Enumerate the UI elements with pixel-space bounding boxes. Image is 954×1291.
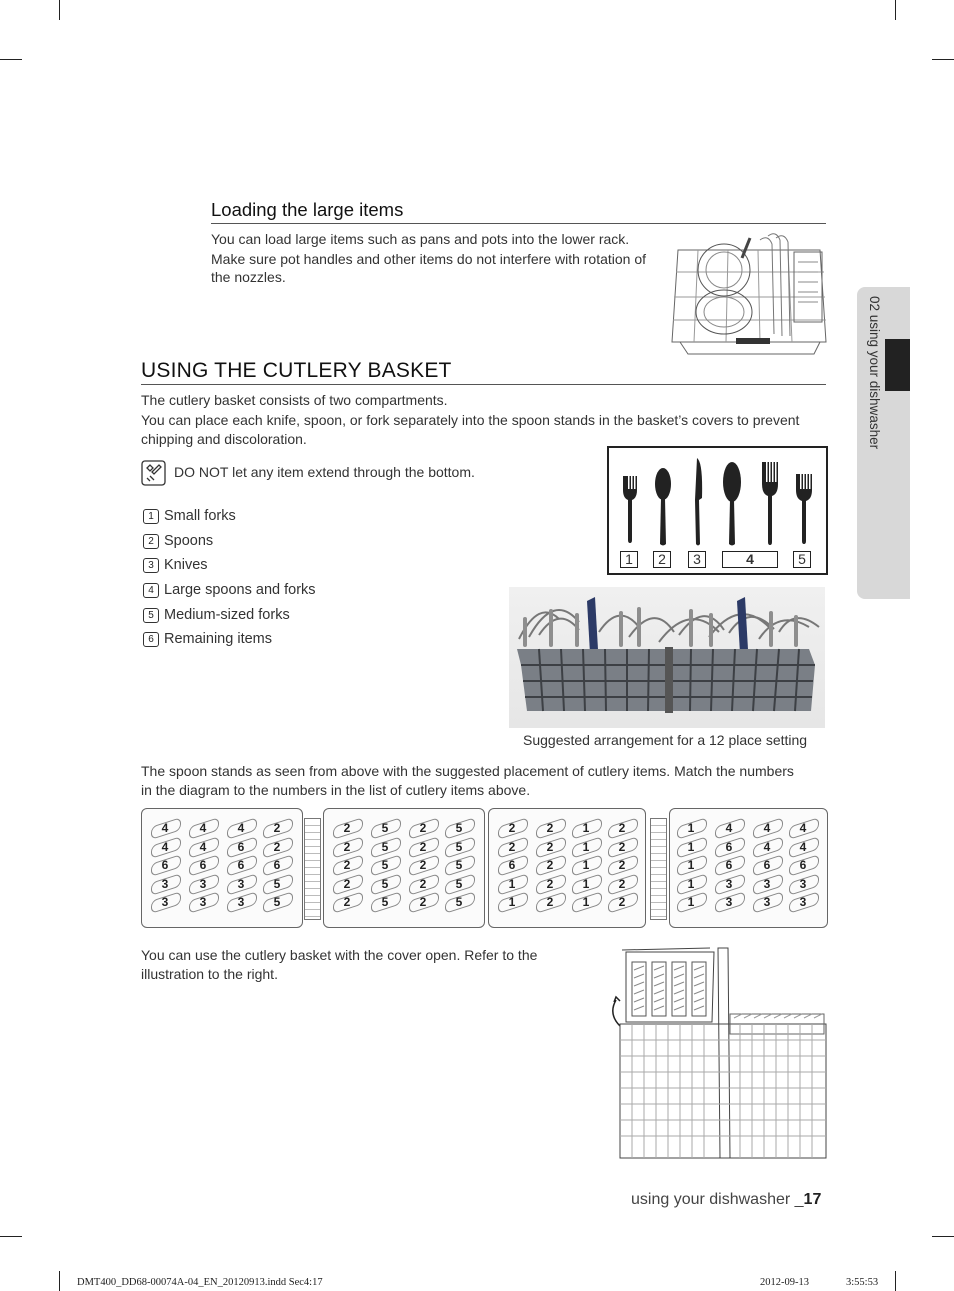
slot-number: 1 [687, 895, 695, 909]
tray-column [752, 819, 782, 912]
tray-column [497, 819, 527, 912]
slot-number: 2 [419, 895, 427, 909]
slot-number: 5 [273, 895, 281, 909]
slot-number: 4 [725, 821, 733, 835]
tray-slot [226, 838, 256, 857]
basket-photo-drawing [509, 587, 825, 728]
tray-slot [714, 875, 744, 894]
tray-slot [752, 819, 782, 838]
spoon-stand-text [141, 762, 831, 799]
note-icon [141, 460, 166, 486]
utensil-number: 5 [793, 551, 811, 568]
tray-column [676, 819, 706, 912]
utensil-legend-diagram [607, 446, 828, 575]
tray-slot [752, 875, 782, 894]
crop-mark [0, 59, 22, 60]
tray-slot [408, 875, 438, 894]
tray-slot [444, 819, 474, 838]
slot-number: 3 [799, 876, 807, 891]
spoon-stand-tray [323, 808, 485, 928]
slot-number: 3 [237, 895, 245, 909]
tray-slot [188, 856, 218, 875]
slot-number: 2 [508, 839, 516, 854]
tray-slot [226, 893, 256, 912]
slot-number: 2 [419, 858, 427, 872]
tray-slot [262, 838, 292, 857]
tray-slot [370, 875, 400, 894]
slot-number: 3 [763, 876, 771, 891]
slot-number: 3 [763, 895, 771, 909]
utensil-number: 4 [722, 551, 778, 568]
tray-slot [150, 838, 180, 857]
text-line: Make sure pot handles and other items do not interfere with rotation of [211, 250, 647, 267]
slot-number: 1 [582, 821, 590, 835]
tray-slot [370, 893, 400, 912]
slot-number: 4 [199, 821, 207, 835]
slot-number: 6 [508, 858, 516, 872]
tray-slot [535, 838, 565, 857]
tray-slot [571, 875, 601, 894]
slot-number: 3 [199, 876, 207, 891]
slot-number: 2 [618, 858, 626, 872]
tray-slot [788, 838, 818, 857]
slot-number: 1 [687, 876, 695, 891]
tray-column [370, 819, 400, 912]
tray-slot [408, 819, 438, 838]
tray-column [444, 819, 474, 912]
tray-column [262, 819, 292, 912]
slot-number: 5 [381, 895, 389, 909]
slot-number: 5 [381, 839, 389, 854]
list-item [143, 529, 443, 554]
slot-number: 5 [273, 876, 281, 891]
tray-slot [714, 838, 744, 857]
slot-number: 2 [546, 839, 554, 854]
tray-slot [332, 856, 362, 875]
lower-rack-illustration [668, 232, 828, 356]
tray-slot [188, 875, 218, 894]
footer-text: using your dishwasher _ [631, 1191, 804, 1208]
list-item [143, 627, 443, 652]
slot-number: 4 [199, 839, 207, 854]
item-label: Medium-sized forks [164, 606, 290, 623]
tray-column [714, 819, 744, 912]
slot-number: 2 [546, 821, 554, 835]
cutlery-intro [141, 391, 831, 448]
tray-slot [150, 875, 180, 894]
spoon-stand-tray [141, 808, 303, 928]
slot-number: 5 [455, 839, 463, 854]
item-number: 6 [143, 632, 159, 647]
list-item [143, 504, 443, 529]
tray-slot [262, 893, 292, 912]
tray-column [332, 819, 362, 912]
tray-slot [332, 838, 362, 857]
tray-slot [535, 856, 565, 875]
slot-number: 1 [582, 858, 590, 872]
slot-number: 2 [343, 858, 351, 872]
slot-number: 4 [763, 821, 771, 835]
crop-mark [932, 1236, 954, 1237]
tray-column [571, 819, 601, 912]
tray-slot [444, 893, 474, 912]
item-number: 3 [143, 558, 159, 573]
slot-number: 1 [687, 858, 695, 872]
item-label: Knives [164, 557, 208, 574]
page-footer [631, 1191, 821, 1209]
section-title-large-items: Loading the large items [211, 199, 404, 220]
tray-slot [752, 838, 782, 857]
divider [141, 384, 826, 385]
tray-slot [571, 893, 601, 912]
slot-number: 6 [237, 839, 245, 854]
tray-hinge [650, 818, 667, 920]
tray-slot [226, 875, 256, 894]
tray-slot [788, 893, 818, 912]
tray-slot [444, 875, 474, 894]
utensil-number: 2 [653, 551, 671, 568]
slot-number: 2 [273, 839, 281, 854]
tray-slot [788, 856, 818, 875]
slot-number: 3 [237, 876, 245, 891]
tray-slot [332, 875, 362, 894]
slot-number: 6 [725, 839, 733, 854]
spoon-stand-tray [669, 808, 828, 928]
list-item [143, 603, 443, 628]
text-line: The cutlery basket consists of two compartments. [141, 392, 448, 408]
tray-slot [497, 838, 527, 857]
list-item [143, 553, 443, 578]
tray-slot [535, 893, 565, 912]
tray-column [150, 819, 180, 912]
utensils-illustration [609, 452, 826, 547]
text-line: You can place each knife, spoon, or fork separately into the spoon stands in the basket’s covers to prevent [141, 412, 800, 428]
tray-slot [497, 875, 527, 894]
item-label: Remaining items [164, 631, 272, 648]
slot-number: 3 [161, 895, 169, 909]
text-line: the nozzles. [211, 269, 286, 285]
tray-slot [188, 838, 218, 857]
tray-slot [571, 819, 601, 838]
slot-number: 5 [455, 821, 463, 835]
text-line: You can load large items such as pans and pots into the lower rack. [211, 231, 630, 247]
slot-number: 3 [199, 895, 207, 909]
page-title: USING THE CUTLERY BASKET [141, 359, 452, 382]
tray-column [535, 819, 565, 912]
cutlery-item-list [143, 504, 443, 652]
tray-slot [150, 893, 180, 912]
slot-number: 5 [455, 876, 463, 891]
slot-number: 2 [618, 876, 626, 891]
cutlery-basket-photo [509, 587, 825, 728]
slot-number: 4 [161, 839, 169, 854]
tray-slot [676, 838, 706, 857]
item-label: Small forks [164, 508, 236, 524]
tray-slot [150, 856, 180, 875]
tray-slot [607, 875, 637, 894]
slot-number: 4 [799, 821, 807, 835]
tray-slot [535, 875, 565, 894]
slot-number: 1 [508, 895, 516, 909]
slot-number: 1 [687, 821, 695, 835]
tray-slot [752, 856, 782, 875]
slot-number: 4 [799, 839, 807, 854]
slot-number: 6 [161, 858, 169, 872]
tray-slot [262, 819, 292, 838]
slot-number: 4 [161, 821, 169, 835]
slot-number: 2 [273, 821, 281, 835]
imprint-time: 3:55:53 [846, 1277, 879, 1288]
tray-slot [226, 819, 256, 838]
tray-slot [444, 838, 474, 857]
tray-slot [262, 856, 292, 875]
tray-slot [788, 875, 818, 894]
item-label: Large spoons and forks [164, 582, 316, 599]
slot-number: 1 [687, 839, 695, 854]
slot-number: 2 [618, 839, 626, 854]
item-number: 2 [143, 534, 159, 549]
slot-number: 6 [199, 858, 207, 872]
tray-column [408, 819, 438, 912]
tray-slot [571, 856, 601, 875]
tray-hinge [304, 818, 321, 920]
text-line: chipping and discoloration. [141, 430, 307, 447]
tray-slot [408, 856, 438, 875]
slot-number: 2 [343, 839, 351, 854]
slot-number: 5 [381, 876, 389, 891]
tray-slot [607, 856, 637, 875]
slot-number: 5 [381, 821, 389, 835]
large-items-text [211, 230, 671, 287]
spoon-stand-tray [488, 808, 646, 928]
tray-slot [188, 893, 218, 912]
tray-slot [370, 856, 400, 875]
slot-number: 2 [419, 821, 427, 835]
cover-open-text [141, 946, 581, 983]
utensil-number: 1 [620, 551, 638, 568]
tray-slot [607, 838, 637, 857]
tray-slot [676, 875, 706, 894]
tray-slot [150, 819, 180, 838]
tray-slot [535, 819, 565, 838]
crop-mark [59, 0, 60, 20]
tray-slot [408, 893, 438, 912]
tray-slot [497, 819, 527, 838]
tray-slot [332, 819, 362, 838]
crop-mark [59, 1271, 60, 1291]
tray-slot [226, 856, 256, 875]
slot-number: 6 [273, 858, 281, 872]
note-text: DO NOT let any item extend through the bottom. [174, 464, 475, 480]
tray-slot [607, 893, 637, 912]
slot-number: 6 [763, 858, 771, 872]
tray-slot [370, 819, 400, 838]
tray-slot [714, 856, 744, 875]
slot-number: 2 [618, 821, 626, 835]
slot-number: 3 [161, 876, 169, 891]
tray-slot [444, 856, 474, 875]
tray-column [226, 819, 256, 912]
chapter-tab-label: 02 using your dishwasher [867, 296, 882, 450]
slot-number: 2 [343, 895, 351, 909]
tray-slot [788, 819, 818, 838]
tray-slot [497, 856, 527, 875]
photo-caption: Suggested arrangement for a 12 place setting [523, 732, 808, 748]
tray-slot [408, 838, 438, 857]
tray-slot [676, 893, 706, 912]
text-line: in the diagram to the numbers in the list of cutlery items above. [141, 781, 531, 798]
slot-number: 1 [582, 895, 590, 909]
slot-number: 2 [419, 839, 427, 854]
item-number: 4 [143, 583, 159, 598]
tray-column [607, 819, 637, 912]
slot-number: 6 [237, 858, 245, 872]
crop-mark [0, 1236, 22, 1237]
tray-column [788, 819, 818, 912]
item-number: 5 [143, 608, 159, 623]
crop-mark [932, 59, 954, 60]
slot-number: 6 [799, 858, 807, 872]
text-line: The spoon stands as seen from above with the suggested placement of cutlery items. Match the numbers [141, 763, 794, 779]
crop-mark [895, 1271, 896, 1291]
tray-slot [497, 893, 527, 912]
crop-mark [895, 0, 896, 20]
list-item [143, 578, 443, 603]
utensil-number: 3 [688, 551, 706, 568]
text-line: You can use the cutlery basket with the cover open. Refer to the [141, 947, 538, 963]
imprint-file: DMT400_DD68-00074A-04_EN_20120913.indd Sec4:17 [77, 1277, 323, 1288]
slot-number: 2 [546, 858, 554, 872]
tray-slot [714, 893, 744, 912]
slot-number: 6 [725, 858, 733, 872]
slot-number: 1 [508, 876, 516, 891]
slot-number: 4 [763, 839, 771, 854]
tray-column [188, 819, 218, 912]
tray-slot [188, 819, 218, 838]
slot-number: 5 [455, 858, 463, 872]
tray-slot [607, 819, 637, 838]
slot-number: 2 [419, 876, 427, 891]
slot-number: 4 [237, 821, 245, 835]
slot-number: 2 [546, 876, 554, 891]
slot-number: 2 [343, 876, 351, 891]
tray-slot [676, 819, 706, 838]
tray-slot [752, 893, 782, 912]
tray-slot [571, 838, 601, 857]
slot-number: 1 [582, 839, 590, 854]
tray-slot [370, 838, 400, 857]
slot-number: 5 [381, 858, 389, 872]
page-number: 17 [803, 1191, 822, 1208]
tray-slot [332, 893, 362, 912]
tray-slot [676, 856, 706, 875]
imprint-date: 2012-09-13 [760, 1277, 809, 1288]
divider [211, 223, 826, 224]
text-line: illustration to the right. [141, 965, 278, 982]
slot-number: 2 [546, 895, 554, 909]
chapter-tab-marker [885, 339, 910, 391]
item-number: 1 [143, 509, 159, 524]
tray-slot [262, 875, 292, 894]
item-label: Spoons [164, 532, 214, 549]
slot-number: 3 [725, 876, 733, 891]
slot-number: 2 [343, 821, 351, 835]
slot-number: 5 [455, 895, 463, 909]
slot-number: 3 [799, 895, 807, 909]
open-basket-illustration [600, 944, 828, 1162]
tray-slot [714, 819, 744, 838]
slot-number: 1 [582, 876, 590, 891]
slot-number: 2 [508, 821, 516, 835]
slot-number: 3 [725, 895, 733, 909]
slot-number: 2 [618, 895, 626, 909]
